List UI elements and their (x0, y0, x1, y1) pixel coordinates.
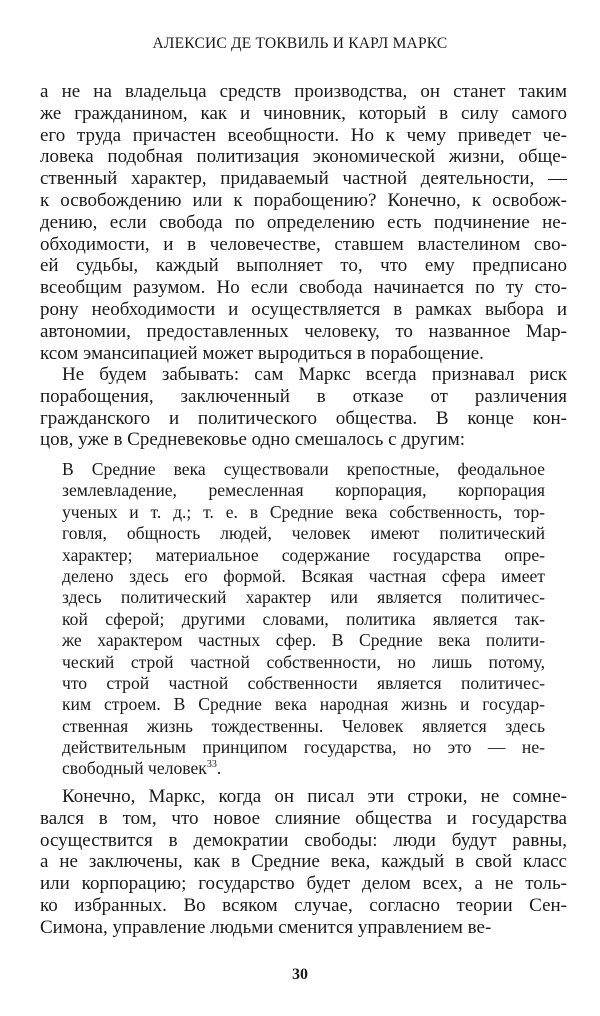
text-line (40, 895, 567, 917)
text-line-content: а не заключены, как в Средние века, каждый в свой класс (40, 851, 567, 873)
footnote-reference[interactable]: 33 (206, 759, 217, 771)
text-line-content: характер; материальное содержание государства опре- (62, 544, 545, 565)
text-line-content: его труда причастен всеобщности. Но к чему приведет че- (40, 124, 567, 146)
text-line-content: всеобщим разумом. Но если свобода начинается по ту сто- (40, 277, 567, 299)
text-line-content: действительным принципом государства, но это — не- (62, 737, 545, 758)
text-line-content: к освобождению или к порабощению? Конечно, к освобож- (40, 189, 567, 211)
text-line (62, 694, 545, 715)
text-line (40, 786, 567, 808)
text-line (40, 873, 567, 895)
text-line-content: автономии, предоставленных человеку, то названное Мар- (40, 320, 567, 342)
text-line-content: или корпорацию; государство будет делом всех, а не толь- (40, 873, 567, 895)
text-line (40, 212, 567, 234)
text-line-content: землевладение, ремесленная корпорация, корпорация (62, 480, 545, 501)
text-line (40, 168, 567, 190)
text-line-content: же гражданином, как и чиновник, который в силу самого (40, 102, 567, 124)
text-line-content: ей судьбы, каждый выполняет то, что ему предписано (40, 255, 567, 277)
text-line-content: ственная жизнь тождественны. Человек является здесь (62, 715, 545, 736)
text-line (40, 343, 567, 365)
punctuation: . (216, 758, 222, 779)
running-header: АЛЕКСИС ДЕ ТОКВИЛЬ И КАРЛ МАРКС (152, 35, 448, 52)
text-line (62, 587, 545, 608)
text-line-content: осуществится в демократии свободы: люди будут равны, (40, 829, 567, 851)
text-line-content: Не будем забывать: сам Маркс всегда признавал риск (62, 364, 567, 385)
text-line-content: порабощения, заключенный в отказе от различения (40, 385, 567, 407)
text-line (40, 103, 567, 125)
text-line (62, 758, 545, 779)
text-line-content: ческий строй частной собственности, но лишь потому, (62, 651, 545, 672)
text-line-content: ловека подобная политизация экономической жизни, обще- (40, 146, 567, 168)
text-line (40, 81, 567, 103)
text-line (40, 146, 567, 168)
text-line-content: ученых и т. д.; т. е. в Средние века собственность, тор- (62, 501, 545, 522)
text-line (62, 652, 545, 673)
text-line (40, 408, 567, 430)
text-line (62, 630, 545, 651)
text-line (40, 364, 567, 386)
text-line-content: рону необходимости и осуществляется в рамках выбора и (40, 298, 567, 320)
text-line (62, 566, 545, 587)
text-line-content: Конечно, Маркс, когда он писал эти строки, не сомне- (62, 786, 567, 807)
text-line (40, 255, 567, 277)
text-line-content: ксом эмансипацией может выродиться в порабощение. (40, 342, 484, 364)
text-line (62, 609, 545, 630)
text-line (40, 125, 567, 147)
text-line-content: ким строем. В Средние века народная жизнь и государ- (62, 694, 545, 715)
text-line-content: кой сферой; другими словами, политика является так- (62, 608, 545, 629)
text-line (62, 673, 545, 694)
page-number: 30 (292, 966, 308, 983)
text-line-content: В Средние века существовали крепостные, феодальное (62, 459, 545, 479)
text-line (62, 737, 545, 758)
text-line (40, 851, 567, 873)
text-line (40, 190, 567, 212)
text-line (62, 716, 545, 737)
text-line-content: же характером частных сфер. В Средние века полити- (62, 630, 545, 651)
text-line-content: дению, если свобода по определению есть подчинение не- (40, 211, 567, 233)
text-line (40, 917, 567, 939)
text-line-content: Симона, управление людьми сменится управлением ве- (40, 916, 492, 938)
text-line (40, 299, 567, 321)
text-line-content: свободный человек (62, 758, 207, 779)
text-line (40, 277, 567, 299)
text-line-content: цов, уже в Средневековье одно смешалось с другим: (40, 429, 465, 451)
text-line-content: ственный характер, придаваемый частной деятельности, — (40, 168, 567, 190)
text-line (62, 545, 545, 566)
text-line-content: гражданского и политического общества. В конце кон- (40, 407, 567, 429)
text-line (40, 830, 567, 852)
text-line (40, 429, 567, 451)
text-line (40, 234, 567, 256)
text-line-content: обходимости, и в человечестве, ставшем властелином сво- (40, 233, 567, 255)
text-line (40, 808, 567, 830)
text-line (62, 523, 545, 544)
text-line (40, 386, 567, 408)
paragraph (40, 786, 567, 939)
text-line (62, 459, 545, 480)
block-quote (62, 459, 545, 780)
text-line-content: вался в том, что новое слияние общества и государства (40, 807, 567, 829)
text-line-content: что строй частной собственности является политичес- (62, 672, 545, 693)
text-line (62, 480, 545, 501)
text-line-content: делено здесь его формой. Всякая частная сфера имеет (62, 565, 545, 586)
text-line (40, 321, 567, 343)
text-line-content: ко избранных. Во всяком случае, согласно теории Сен- (40, 894, 567, 916)
text-line-content: здесь политический характер или является политичес- (62, 587, 545, 608)
text-line (62, 502, 545, 523)
paragraph (40, 364, 567, 451)
text-line-content: говля, общность людей, человек имеют политический (62, 523, 545, 544)
paragraph (40, 81, 567, 364)
text-line-content: а не на владельца средств производства, он станет таким (40, 81, 567, 102)
